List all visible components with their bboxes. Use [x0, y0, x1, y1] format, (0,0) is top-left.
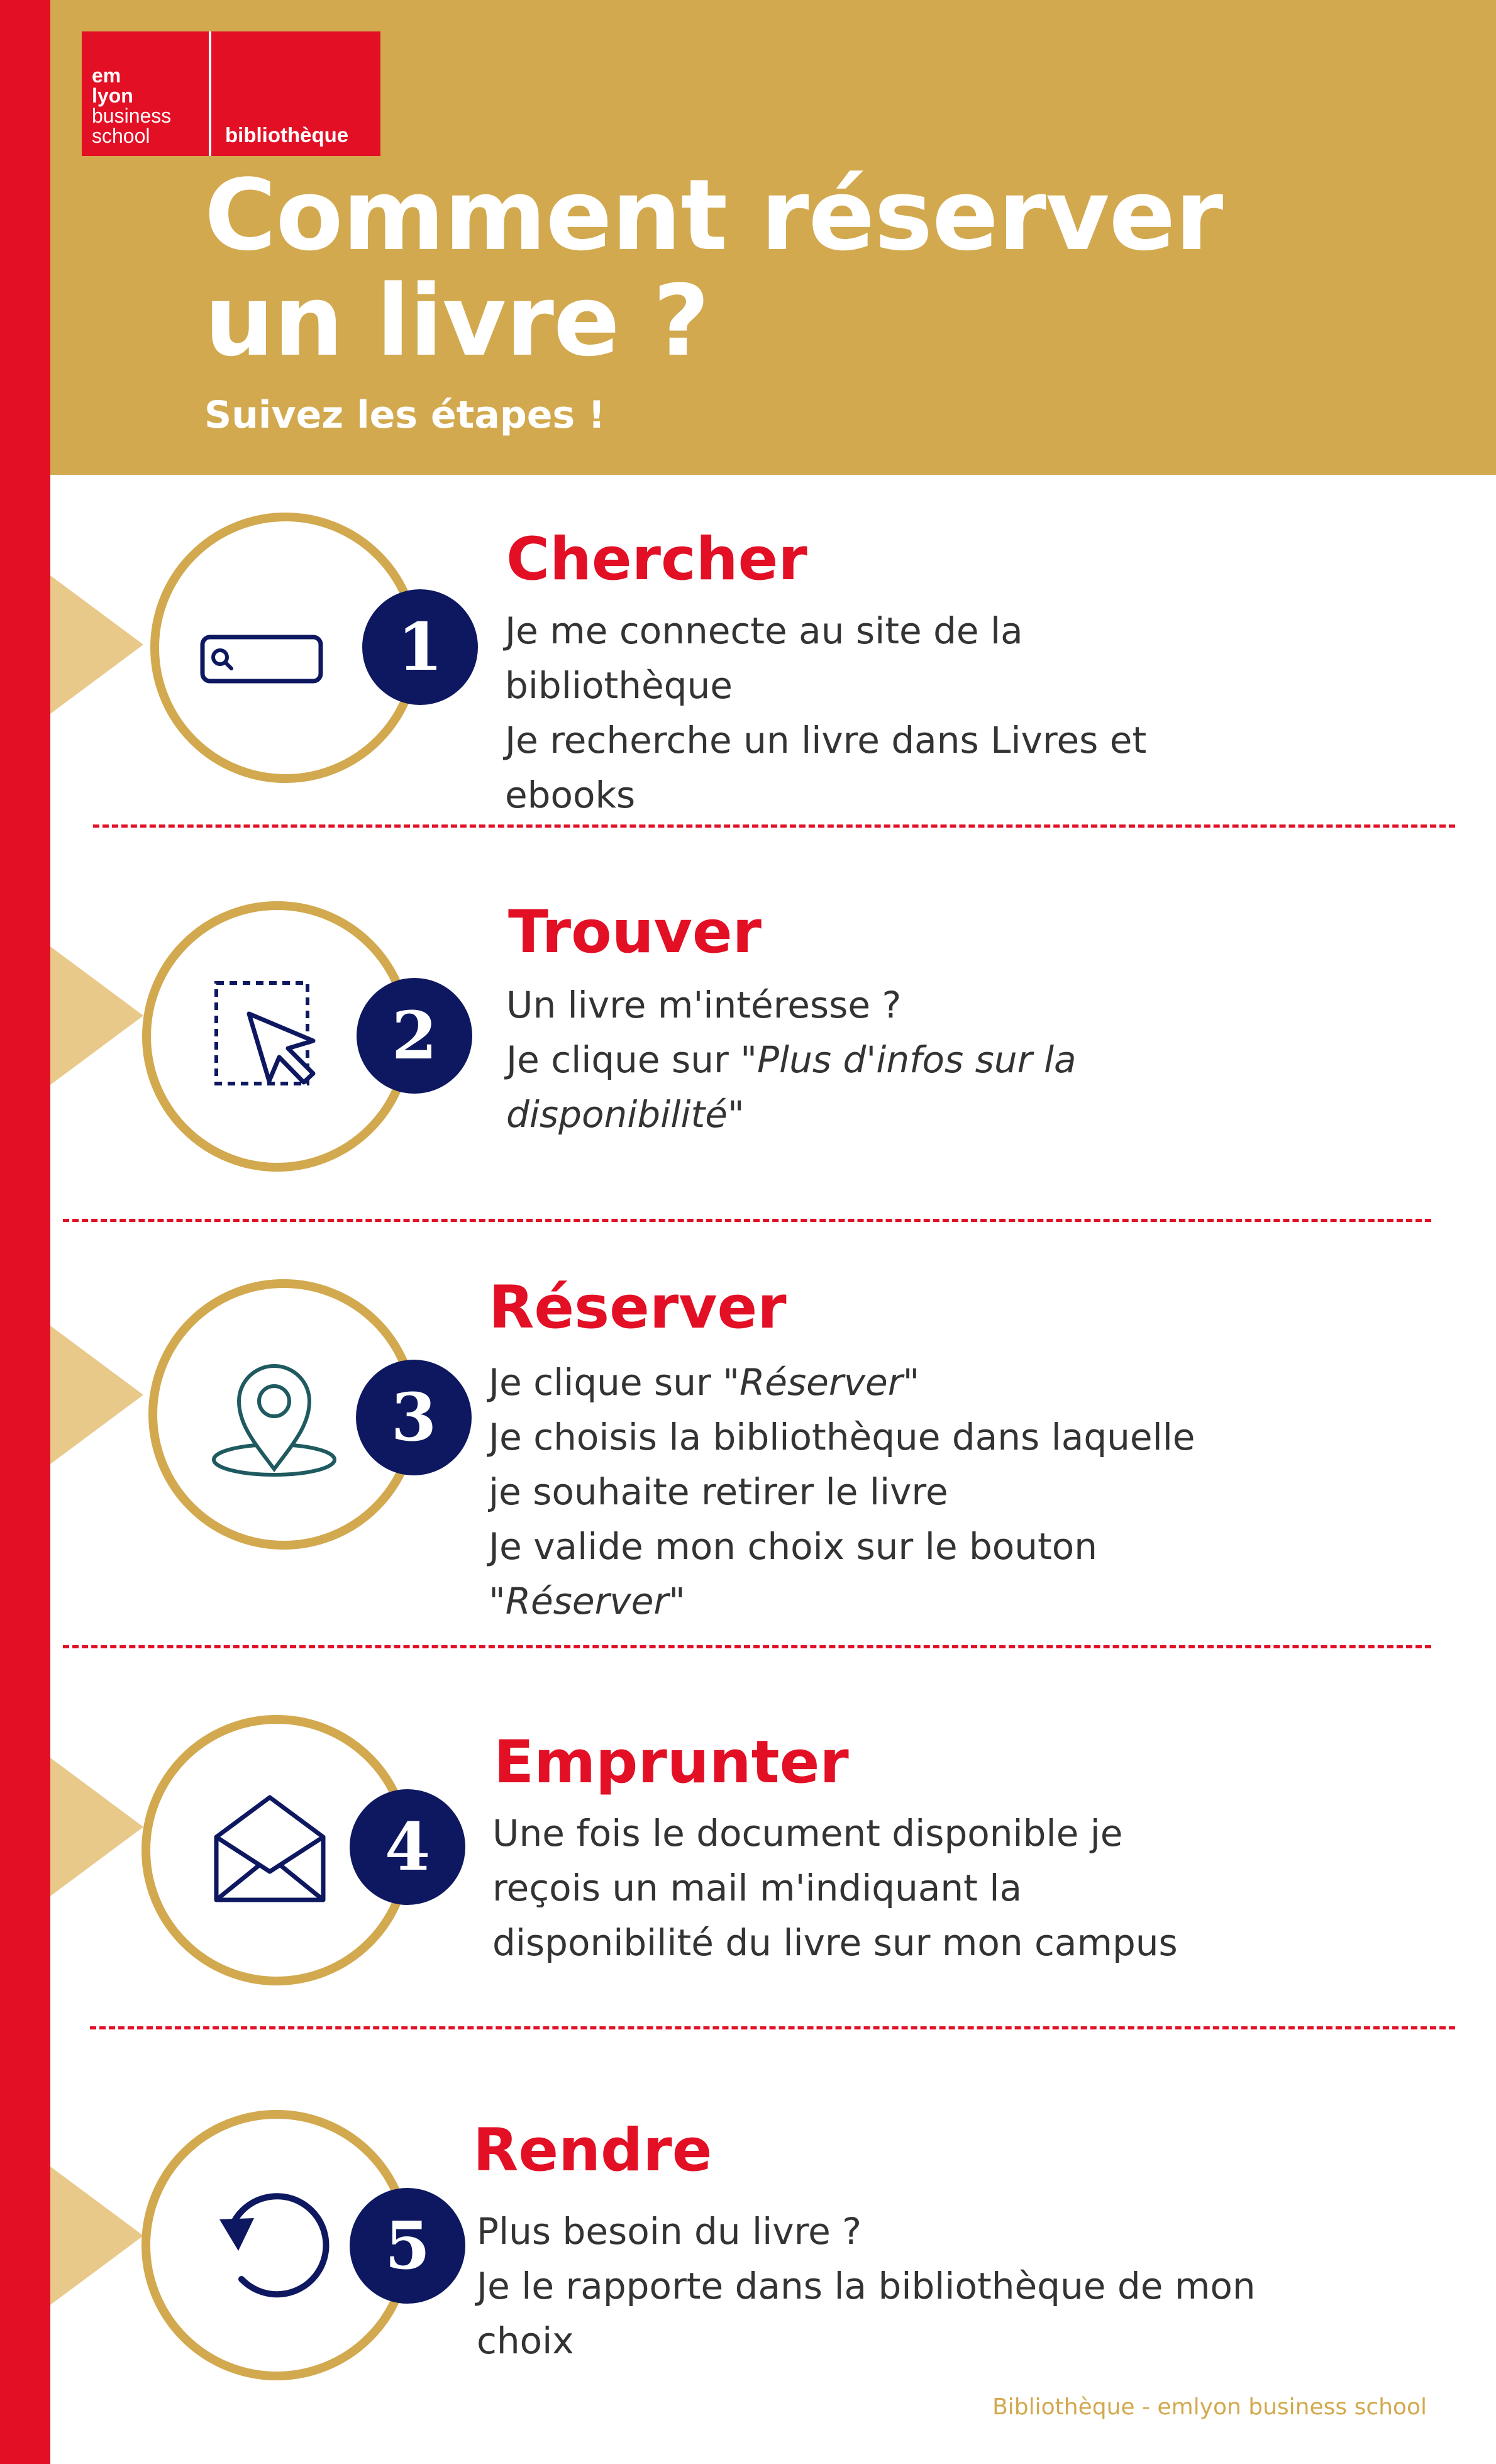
step-5-arrow-shape [50, 2167, 143, 2305]
cursor-select-icon [213, 973, 345, 1105]
separator-1 [93, 824, 1455, 828]
separator-3 [63, 1645, 1431, 1648]
logo-library-label: bibliothèque [225, 123, 349, 147]
step-1-number-badge: 1 [362, 589, 478, 705]
step-3-title: Réserver [489, 1274, 787, 1342]
step-5-text: Plus besoin du livre ? Je le rapporte dans la bibliothèque de mon choix [477, 2210, 1256, 2362]
search-bar-icon [200, 628, 326, 691]
logo-school-name: em lyon business school [92, 64, 172, 147]
footer-credit: Bibliothèque - emlyon business school [992, 2394, 1427, 2420]
step-3-text: Je clique sur "Réserver" Je choisis la bibliothèque dans laquelle je souhaite retirer le livre Je valide mon choix sur le bouton "Réserver" [489, 1361, 1195, 1623]
step-3-number-badge: 3 [356, 1360, 472, 1475]
step-4-arrow-shape [50, 1758, 143, 1896]
step-2-title: Trouver [508, 898, 762, 967]
step-2-text: Un livre m'intéresse ? Je clique sur "Plus d'infos sur la disponibilité" [506, 984, 1077, 1136]
return-arrow-icon [210, 2182, 342, 2314]
step-2-arrow-shape [50, 946, 143, 1085]
step-5-title: Rendre [473, 2116, 712, 2185]
page-title: Comment réserver un livre ? [204, 158, 1223, 378]
step-4-title: Emprunter [494, 1728, 849, 1797]
separator-4 [90, 2026, 1455, 2029]
separator-2 [63, 1219, 1431, 1222]
envelope-open-icon [210, 1790, 330, 1909]
location-pin-icon [211, 1363, 350, 1489]
step-4-number-badge: 4 [350, 1789, 465, 1905]
step-1-text: Je me connecte au site de la bibliothèque Je recherche un livre dans Livres et ebooks [505, 609, 1147, 816]
step-3-arrow-shape [50, 1326, 143, 1464]
step-2-number-badge: 2 [357, 978, 472, 1094]
step-1-arrow-shape [50, 575, 143, 714]
page-subtitle: Suivez les étapes ! [204, 393, 606, 437]
step-4-text: Une fois le document disponible je reçois un mail m'indiquant la disponibilité du livre sur mon campus [492, 1812, 1178, 1964]
step-1-title: Chercher [506, 525, 807, 594]
step-5-number-badge: 5 [350, 2188, 465, 2304]
